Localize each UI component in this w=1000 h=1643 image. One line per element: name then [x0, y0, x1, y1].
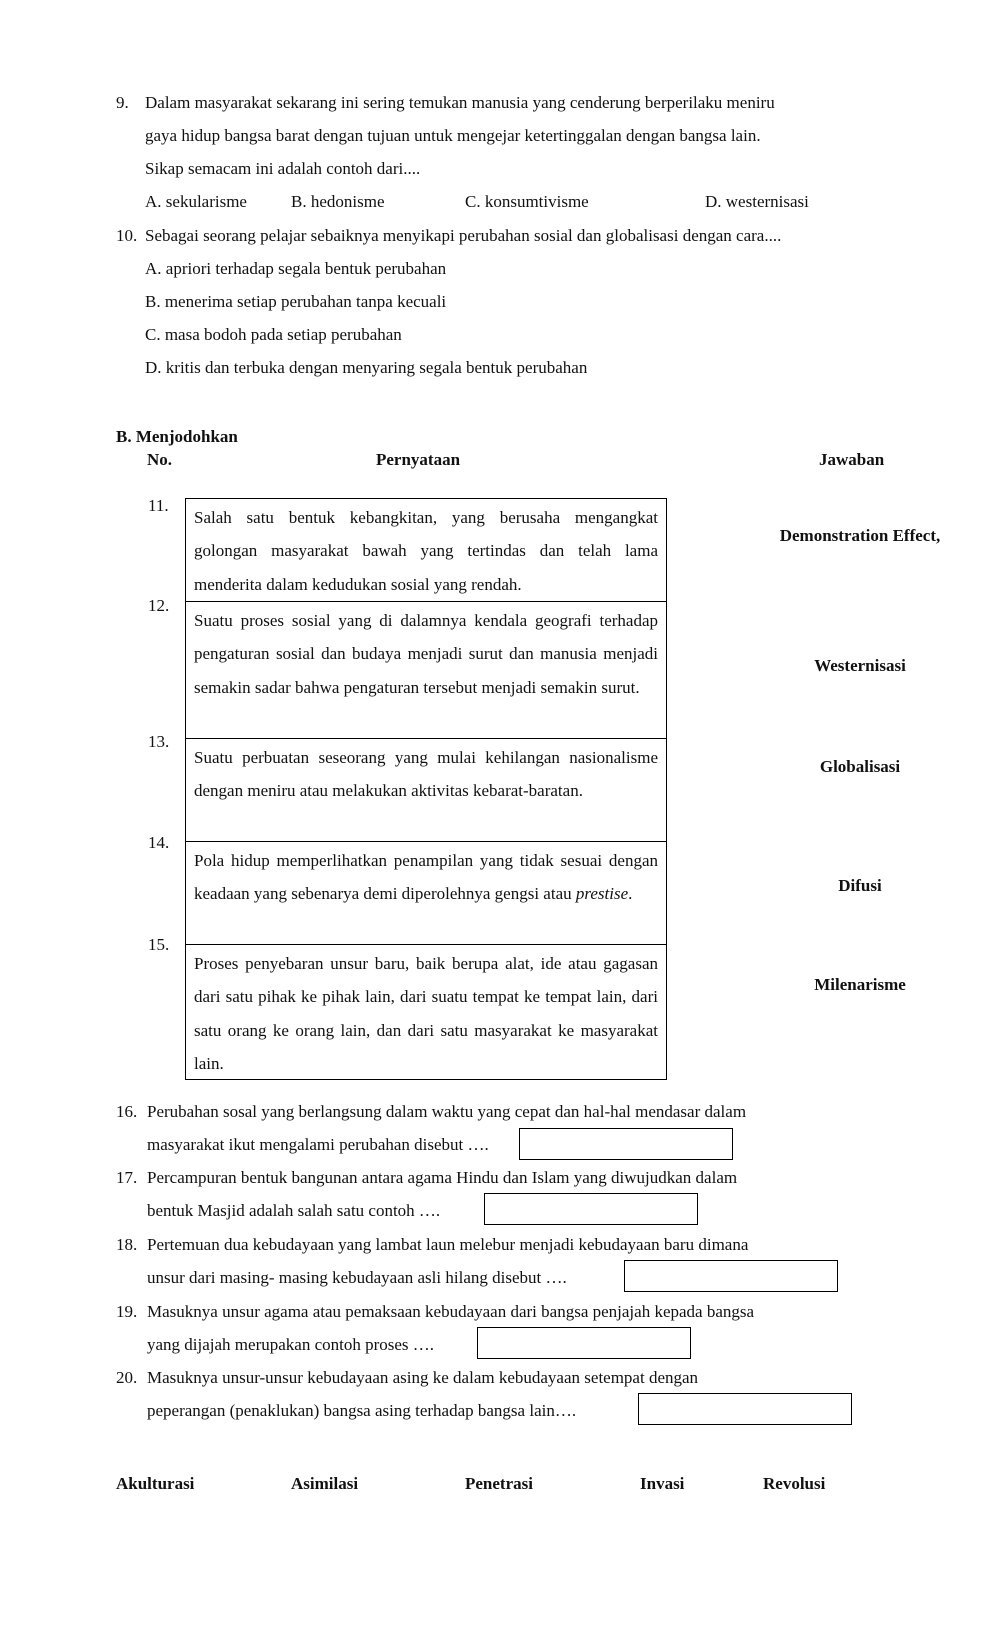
- question-number: 17.: [116, 1168, 138, 1187]
- choice-word: Asimilasi: [291, 1474, 359, 1493]
- choice-word: Penetrasi: [465, 1474, 533, 1493]
- answer-box[interactable]: [519, 1128, 733, 1160]
- question-text-line: Dalam masyarakat sekarang ini sering temukan manusia yang cenderung berperilaku meniru: [145, 93, 775, 112]
- question-number: 16.: [116, 1102, 138, 1121]
- column-header-statement: Pernyataan: [376, 450, 461, 469]
- question-text-line: yang dijajah merupakan contoh proses ….: [147, 1335, 435, 1354]
- question-10: [116, 219, 896, 389]
- row-number: 15.: [148, 935, 170, 954]
- row-number: 13.: [148, 732, 170, 751]
- question-number: 19.: [116, 1302, 138, 1321]
- row-number: 14.: [148, 833, 170, 852]
- statement-italic-term: prestise: [575, 884, 629, 904]
- statement-text: Salah satu bentuk kebangkitan, yang berusaha mengangkat golongan masyarakat bawah yang tertindas dan telah lama menderita dalam kedudukan sosial yang rendah.: [194, 508, 658, 594]
- answer-option: Globalisasi: [819, 757, 901, 776]
- option-a[interactable]: A. sekularisme: [145, 192, 247, 211]
- matching-table: [185, 498, 667, 1080]
- question-text-line: unsur dari masing- masing kebudayaan asli hilang disebut ….: [147, 1268, 567, 1287]
- row-number: 12.: [148, 596, 170, 615]
- section-title: B. Menjodohkan: [116, 427, 238, 446]
- choice-word: Akulturasi: [116, 1474, 195, 1493]
- statement-cell: [186, 601, 666, 738]
- option-b[interactable]: B. menerima setiap perubahan tanpa kecuali: [145, 292, 447, 311]
- question-text-line: peperangan (penaklukan) bangsa asing terhadap bangsa lain….: [147, 1401, 577, 1420]
- statement-text: Suatu perbuatan seseorang yang mulai kehilangan nasionalisme dengan meniru atau melakukan aktivitas kebarat-baratan.: [194, 748, 658, 801]
- answer-box[interactable]: [484, 1193, 698, 1225]
- row-number: 11.: [148, 496, 169, 515]
- question-text-line: gaya hidup bangsa barat dengan tujuan untuk mengejar ketertinggalan dengan bangsa lain.: [145, 126, 761, 145]
- question-number: 18.: [116, 1235, 138, 1254]
- question-text-line: Masuknya unsur agama atau pemaksaan kebudayaan dari bangsa penjajah kepada bangsa: [147, 1302, 755, 1321]
- choice-word: Invasi: [640, 1474, 685, 1493]
- question-text-line: Perubahan sosal yang berlangsung dalam waktu yang cepat dan hal-hal mendasar dalam: [147, 1102, 747, 1121]
- question-text-line: Sikap semacam ini adalah contoh dari....: [145, 159, 421, 178]
- question-text-line: Percampuran bentuk bangunan antara agama Hindu dan Islam yang diwujudkan dalam: [147, 1168, 738, 1187]
- statement-text-end: .: [628, 884, 633, 904]
- option-c[interactable]: C. masa bodoh pada setiap perubahan: [145, 325, 402, 344]
- choice-word: Revolusi: [763, 1474, 826, 1493]
- question-number: 10.: [116, 226, 138, 245]
- statement-cell: [186, 841, 666, 944]
- statement-cell: [186, 944, 666, 1079]
- answer-box[interactable]: [624, 1260, 838, 1292]
- question-text-line: bentuk Masjid adalah salah satu contoh ….: [147, 1201, 441, 1220]
- question-number: 20.: [116, 1368, 138, 1387]
- question-text-line: Masuknya unsur-unsur kebudayaan asing ke dalam kebudayaan setempat dengan: [147, 1368, 699, 1387]
- option-b[interactable]: B. hedonisme: [291, 192, 385, 211]
- statement-text: Suatu proses sosial yang di dalamnya kendala geografi terhadap pengaturan sosial dan budaya menjadi surut dan manusia menjadi semakin sadar bahwa pengaturan tersebut menjadi semakin surut.: [194, 611, 658, 697]
- statement-text: Proses penyebaran unsur baru, baik berupa alat, ide atau gagasan dari satu pihak ke pihak lain, dari suatu tempat ke tempat lain, dari satu orang ke orang lain, dan dari satu masyarakat ke masyarakat lain.: [194, 954, 658, 1074]
- statement-cell: [186, 738, 666, 841]
- question-number: 9.: [116, 93, 129, 112]
- answer-option: Difusi: [838, 876, 882, 895]
- answer-box[interactable]: [638, 1393, 852, 1425]
- answer-option: Milenarisme: [814, 975, 906, 994]
- answer-option: Westernisasi: [814, 656, 906, 675]
- column-header-answer: Jawaban: [819, 450, 885, 469]
- option-d[interactable]: D. westernisasi: [705, 192, 809, 211]
- question-9: [116, 86, 896, 226]
- option-c[interactable]: C. konsumtivisme: [465, 192, 589, 211]
- option-d[interactable]: D. kritis dan terbuka dengan menyaring segala bentuk perubahan: [145, 358, 588, 377]
- question-text-line: Sebagai seorang pelajar sebaiknya menyikapi perubahan sosial dan globalisasi dengan cara....: [145, 226, 782, 245]
- option-a[interactable]: A. apriori terhadap segala bentuk perubahan: [145, 259, 447, 278]
- question-text-line: masyarakat ikut mengalami perubahan disebut ….: [147, 1135, 489, 1154]
- statement-cell: [186, 499, 666, 601]
- question-text-line: Pertemuan dua kebudayaan yang lambat laun melebur menjadi kebudayaan baru dimana: [147, 1235, 749, 1254]
- column-header-no: No.: [147, 450, 173, 469]
- answer-option: Demonstration Effect,: [779, 526, 941, 545]
- statement-text: Pola hidup memperlihatkan penampilan yang tidak sesuai dengan keadaan yang sebenarya demi diperolehnya gengsi atau: [194, 851, 658, 904]
- answer-box[interactable]: [477, 1327, 691, 1359]
